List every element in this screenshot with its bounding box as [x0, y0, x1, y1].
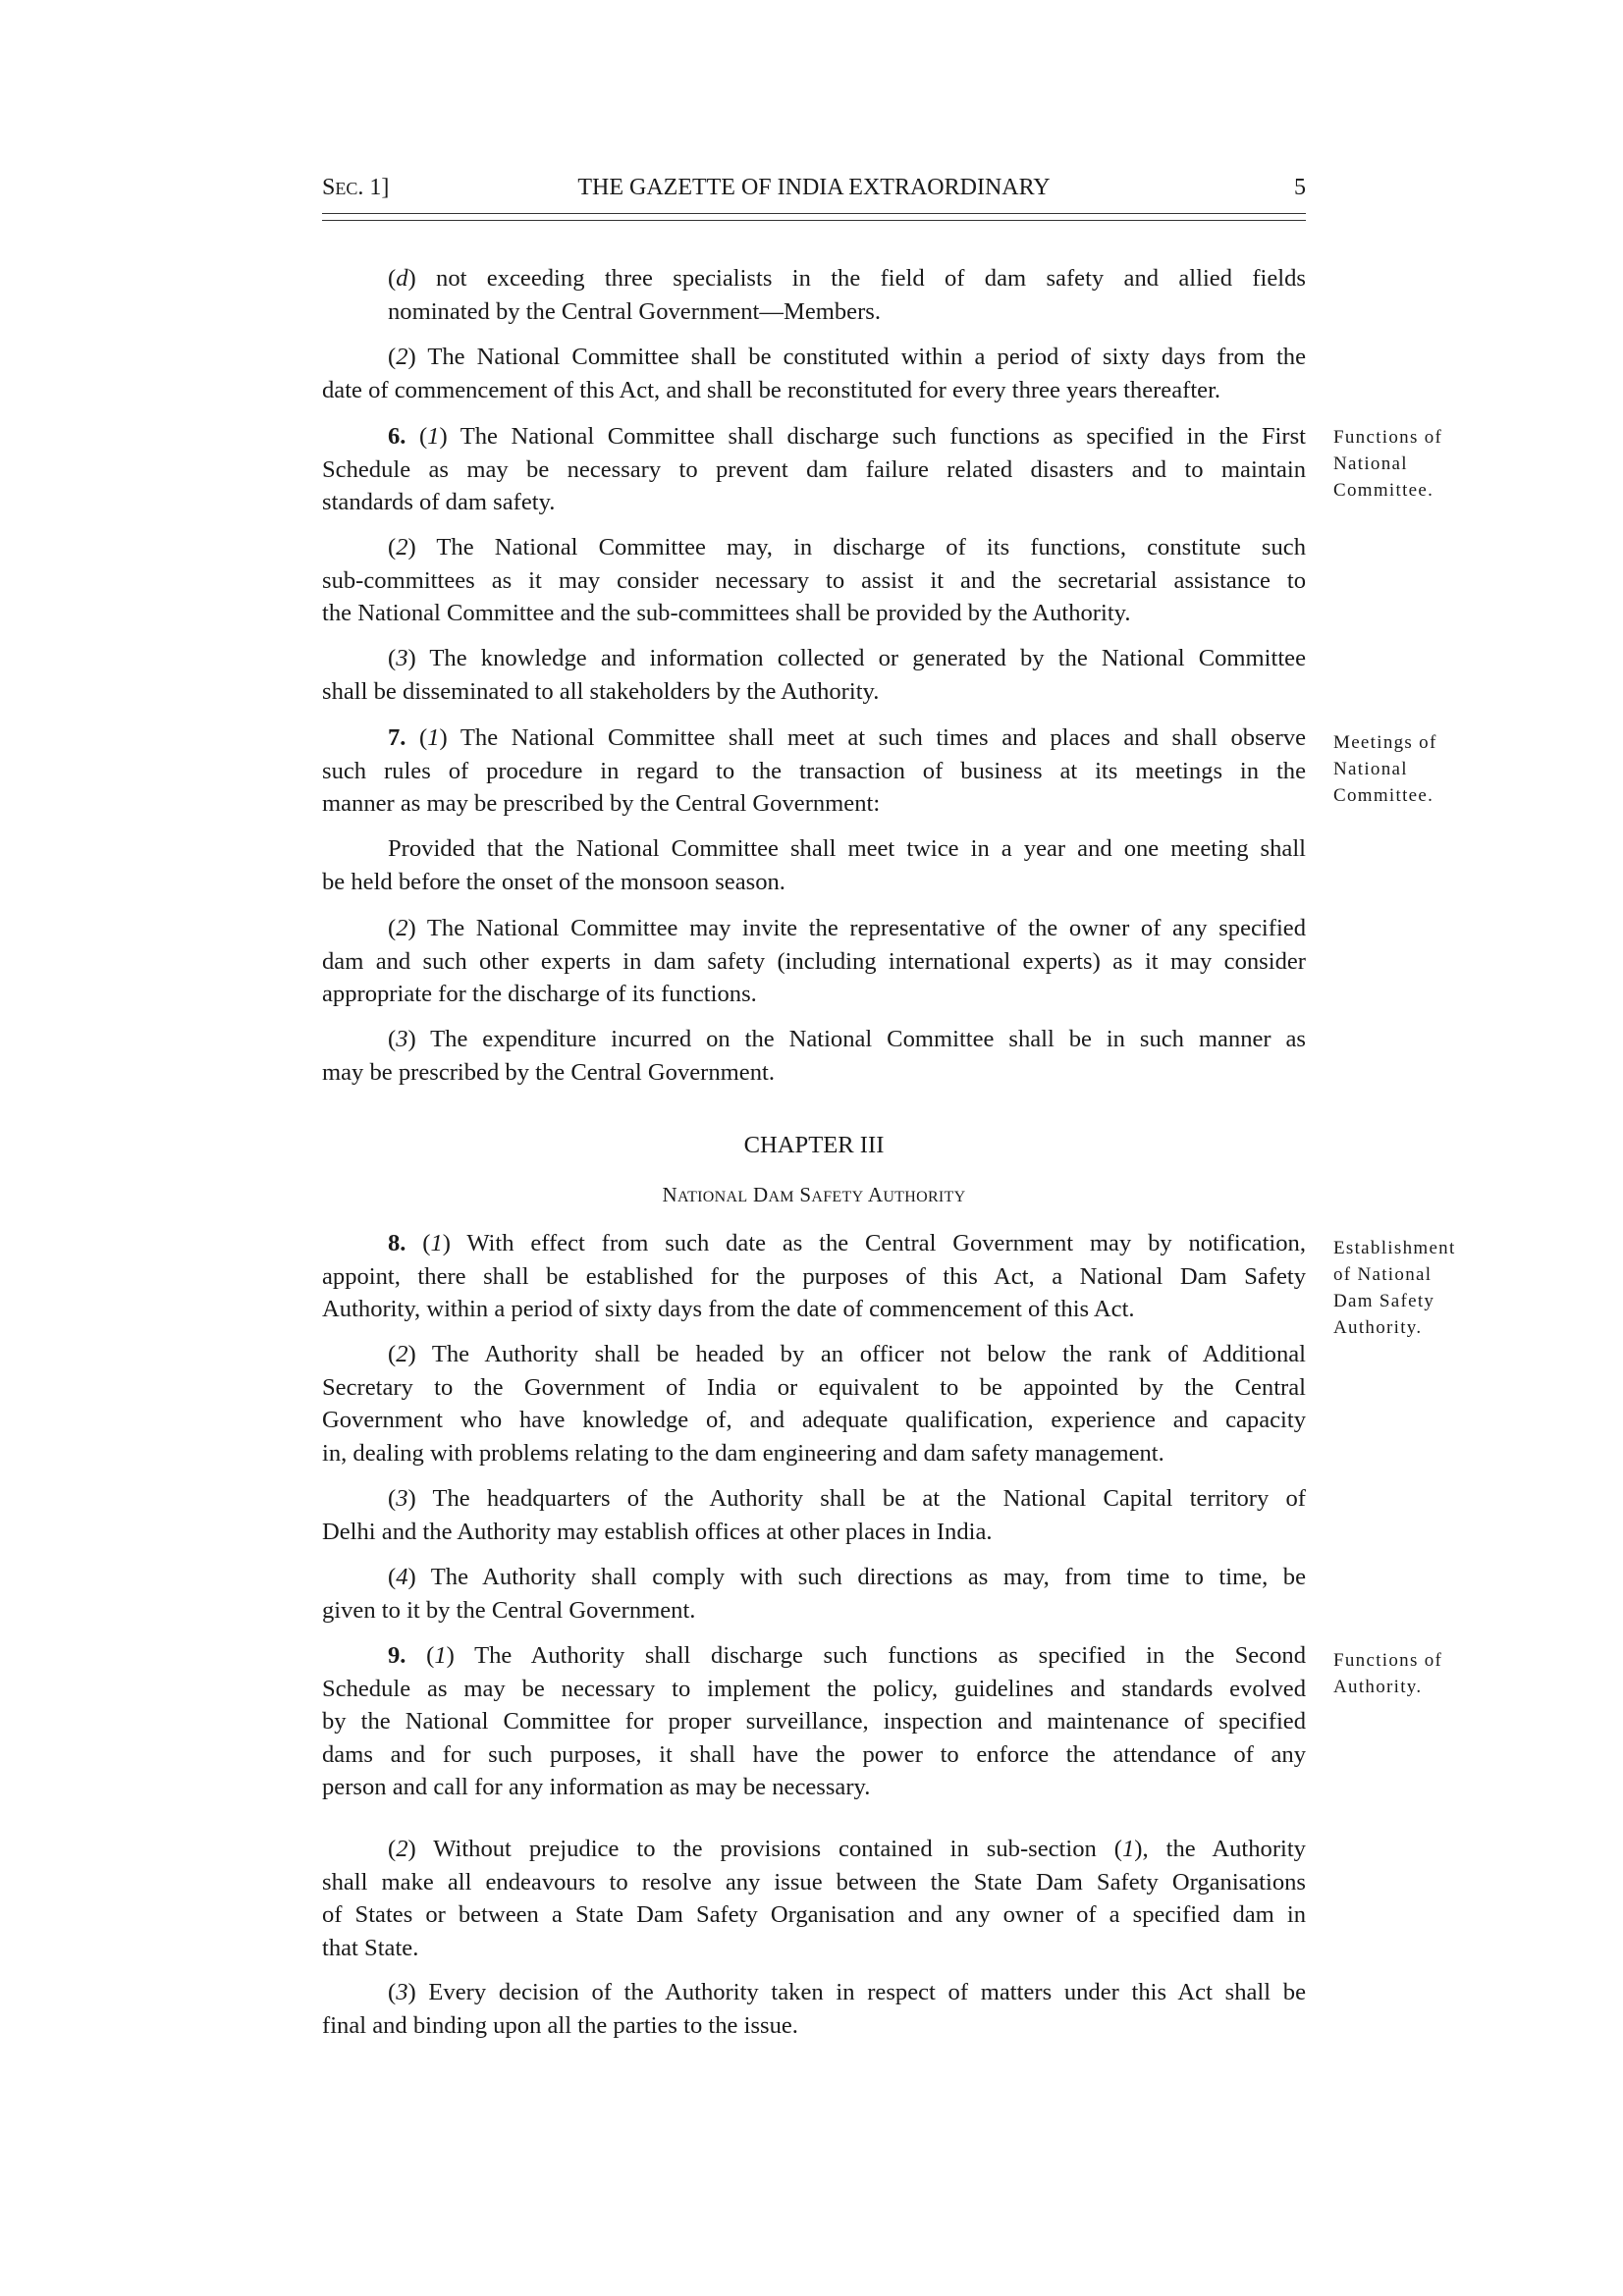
- text-line: 6. (1) The National Committee shall discharge such functions as specified in the First: [388, 423, 1306, 450]
- section-8-2: [322, 1338, 1306, 1469]
- header-rule-bottom: [322, 220, 1306, 221]
- text-line: given to it by the Central Government.: [322, 1596, 696, 1624]
- text-line: (d) not exceeding three specialists in the field of dam safety and allied fields: [388, 265, 1306, 292]
- text-line: sub-committees as it may consider necessary to assist it and the secretarial assistance to: [322, 566, 1306, 594]
- text-line: (4) The Authority shall comply with such directions as may, from time to time, be: [388, 1564, 1306, 1590]
- margin-note-line: Authority.: [1333, 1317, 1423, 1338]
- section-7-1: [322, 721, 1306, 821]
- subheading-word: SAFETY: [799, 1183, 864, 1206]
- subheading-word: NATIONAL: [662, 1183, 748, 1206]
- subheading-word: AUTHORITY: [867, 1183, 966, 1206]
- text-line: appoint, there shall be established for the purposes of this Act, a National Dam Safety: [322, 1262, 1306, 1290]
- section-7-3: [322, 1023, 1306, 1089]
- chapter-heading: CHAPTER III: [743, 1132, 885, 1158]
- text-line: (2) Without prejudice to the provisions contained in sub-section (1), the Authority: [388, 1836, 1306, 1862]
- section-8-1: [322, 1227, 1306, 1326]
- margin-note-line: Dam Safety: [1333, 1291, 1435, 1311]
- text-line: that State.: [322, 1934, 419, 1961]
- margin-note-meetings-national-committee: [1333, 729, 1481, 809]
- text-line: shall make all endeavours to resolve any issue between the State Dam Safety Organisations: [322, 1868, 1306, 1896]
- text-line: (2) The Authority shall be headed by an officer not below the rank of Additional: [388, 1341, 1306, 1367]
- chapter-subheading: [322, 1183, 1306, 1207]
- text-line: the National Committee and the sub-committees shall be provided by the Authority.: [322, 600, 1131, 626]
- header-rule-top: [322, 213, 1306, 214]
- section-7-proviso: [322, 832, 1306, 898]
- margin-note-functions-authority: [1333, 1647, 1481, 1700]
- gazette-title: THE GAZETTE OF INDIA EXTRAORDINARY: [577, 175, 1051, 200]
- text-line: (3) The knowledge and information collected or generated by the National Committee: [388, 645, 1306, 671]
- text-line: dam and such other experts in dam safety (including international experts) as it may consider: [322, 947, 1306, 975]
- text-line: 7. (1) The National Committee shall meet at such times and places and shall observe: [388, 724, 1306, 751]
- margin-note-line: Committee.: [1333, 785, 1434, 806]
- subheading-word: DAM: [752, 1183, 794, 1206]
- section-9-1: [322, 1639, 1306, 1804]
- margin-note-line: Committee.: [1333, 480, 1434, 501]
- margin-note-line: Functions of: [1333, 1650, 1443, 1671]
- running-header: [322, 175, 1306, 204]
- text-line: standards of dam safety.: [322, 489, 556, 515]
- text-line: (3) The headquarters of the Authority shall be at the National Capital territory of: [388, 1485, 1306, 1512]
- text-line: date of commencement of this Act, and shall be reconstituted for every three years thereafter.: [322, 376, 1221, 403]
- text-line: by the National Committee for proper surveillance, inspection and maintenance of specified: [322, 1708, 1306, 1735]
- section-8-3: [322, 1482, 1306, 1548]
- text-line: Schedule as may be necessary to prevent dam failure related disasters and to maintain: [322, 455, 1306, 483]
- margin-note-line: Functions of: [1333, 427, 1443, 448]
- text-line: shall be disseminated to all stakeholders by the Authority.: [322, 677, 880, 705]
- clause-5-1-d: [322, 262, 1306, 328]
- margin-note-line: National: [1333, 454, 1408, 474]
- text-line: nominated by the Central Government—Members.: [388, 297, 881, 325]
- text-line: be held before the onset of the monsoon season.: [322, 868, 785, 895]
- margin-note-line: Establishment: [1333, 1238, 1456, 1258]
- text-line: 9. (1) The Authority shall discharge such functions as specified in the Second: [388, 1642, 1306, 1669]
- text-line: person and call for any information as may be necessary.: [322, 1774, 871, 1800]
- text-line: Secretary to the Government of India or equivalent to be appointed by the Central: [322, 1373, 1306, 1401]
- text-line: Schedule as may be necessary to implement the policy, guidelines and standards evolved: [322, 1675, 1306, 1702]
- section-5-2: [322, 341, 1306, 406]
- text-line: manner as may be prescribed by the Central Government:: [322, 790, 881, 817]
- margin-note-line: Authority.: [1333, 1677, 1423, 1697]
- text-line: of States or between a State Dam Safety Organisation and any owner of a specified dam in: [322, 1901, 1306, 1928]
- text-line: dams and for such purposes, it shall have the power to enforce the attendance of any: [322, 1740, 1306, 1768]
- section-6-1: [322, 420, 1306, 519]
- section-9-2: [322, 1833, 1306, 1964]
- section-9-3: [322, 1976, 1306, 2042]
- text-line: Provided that the National Committee shall meet twice in a year and one meeting shall: [388, 835, 1306, 862]
- text-line: Government who have knowledge of, and adequate qualification, experience and capacity: [322, 1407, 1306, 1433]
- text-line: may be prescribed by the Central Government.: [322, 1058, 775, 1086]
- text-line: 8. (1) With effect from such date as the Central Government may by notification,: [388, 1230, 1306, 1256]
- section-8-4: [322, 1561, 1306, 1627]
- margin-note-functions-national-committee: [1333, 424, 1481, 504]
- text-line: (3) The expenditure incurred on the National Committee shall be in such manner as: [388, 1026, 1306, 1052]
- section-6-2: [322, 531, 1306, 630]
- text-line: Delhi and the Authority may establish offices at other places in India.: [322, 1518, 993, 1545]
- text-line: final and binding upon all the parties to the issue.: [322, 2011, 798, 2039]
- text-line: (2) The National Committee may invite the representative of the owner of any specified: [388, 915, 1306, 941]
- text-line: Authority, within a period of sixty days from the date of commencement of this Act.: [322, 1296, 1135, 1322]
- text-line: in, dealing with problems relating to the dam engineering and dam safety management.: [322, 1439, 1164, 1467]
- text-line: appropriate for the discharge of its functions.: [322, 981, 757, 1007]
- text-line: such rules of procedure in regard to the transaction of business at its meetings in the: [322, 757, 1306, 784]
- margin-note-line: of National: [1333, 1264, 1433, 1285]
- section-reference: SEC. 1]: [322, 175, 390, 200]
- margin-note-establishment-authority: [1333, 1235, 1481, 1341]
- margin-note-line: National: [1333, 759, 1408, 779]
- text-line: (2) The National Committee shall be constituted within a period of sixty days from the: [388, 344, 1306, 370]
- section-7-2: [322, 912, 1306, 1011]
- page-number: 5: [1294, 175, 1306, 200]
- text-line: (2) The National Committee may, in discharge of its functions, constitute such: [388, 534, 1306, 561]
- section-6-3: [322, 642, 1306, 708]
- text-line: (3) Every decision of the Authority taken in respect of matters under this Act shall be: [388, 1979, 1306, 2005]
- margin-note-line: Meetings of: [1333, 732, 1437, 753]
